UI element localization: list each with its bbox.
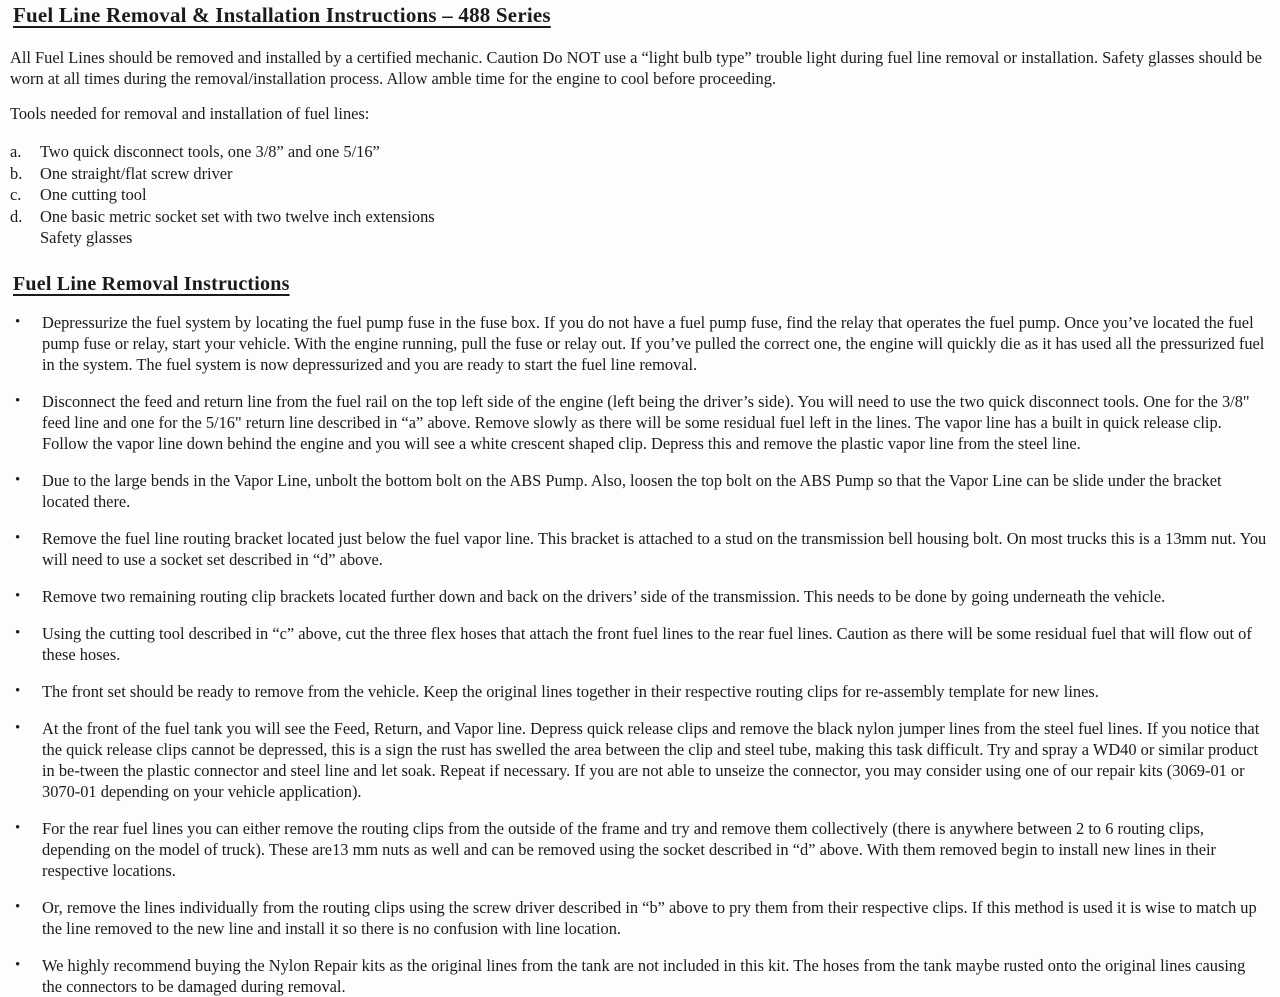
bullet-icon: •: [15, 819, 21, 836]
list-item-text: Due to the large bends in the Vapor Line, unbolt the bottom bolt on the ABS Pump. Also, loosen the top bolt on the ABS Pump so that the Vapor Line can be slide under the bracket located there.: [42, 470, 1222, 511]
list-item-text: Disconnect the feed and return line from the fuel rail on the top left side of the engine (left being the driver’s side). You will need to use the two quick disconnect tools. One for the 3/8" feed line and one for the 5/16" return line described in “a” above. Remove slowly as there will be some residual fuel left in the lines. The vapor line has a built in quick release clip. Follow the vapor line down behind the engine and you will see a white crescent shaped clip. Depress this and remove the plastic vapor line from the steel line.: [42, 391, 1250, 453]
list-item: [10, 206, 1267, 228]
list-marker: [10, 227, 40, 249]
list-item: [10, 528, 1267, 570]
list-item-text: Safety glasses: [40, 228, 133, 247]
list-item-text: One straight/flat screw driver: [40, 163, 233, 183]
bullet-icon: •: [15, 392, 21, 409]
list-marker: c.: [10, 185, 22, 204]
list-item-text: For the rear fuel lines you can either remove the routing clips from the outside of the frame and try and remove them collectively (there is anywhere between 2 to 6 routing clips, depending on the model of truck). These are13 mm nuts as well and can be removed using the socket described in “d” above. With them removed begin to install new lines in their respective locations.: [42, 818, 1216, 880]
list-item-text: The front set should be ready to remove from the vehicle. Keep the original lines together in their respective routing clips for re-assembly template for new lines.: [42, 681, 1099, 701]
list-marker: d.: [10, 206, 23, 226]
bullet-icon: •: [15, 898, 21, 915]
list-item-text: One cutting tool: [40, 185, 147, 204]
list-item: [10, 141, 1267, 163]
list-marker: b.: [10, 163, 23, 183]
bullet-icon: •: [15, 956, 21, 973]
list-item: [10, 897, 1267, 939]
list-item-text: Two quick disconnect tools, one 3/8” and one 5/16”: [40, 142, 380, 161]
list-item: [10, 718, 1267, 802]
bullet-icon: •: [15, 719, 21, 736]
tools-list: [10, 141, 1267, 249]
bullet-icon: •: [15, 313, 21, 330]
list-item-text: We highly recommend buying the Nylon Repair kits as the original lines from the tank are not included in this kit. The hoses from the tank maybe rusted onto the original lines causing the connectors to be damaged during removal.: [42, 955, 1246, 996]
instructions-list: [10, 312, 1267, 997]
bullet-icon: •: [15, 587, 21, 604]
list-item: [10, 312, 1267, 375]
bullet-icon: •: [15, 529, 21, 546]
list-item: [10, 681, 1267, 702]
list-item: [10, 227, 1267, 249]
list-item: [10, 470, 1267, 512]
list-item: [10, 391, 1267, 454]
page-title: Fuel Line Removal & Installation Instructions – 488 Series: [13, 3, 551, 27]
list-item-text: At the front of the fuel tank you will see the Feed, Return, and Vapor line. Depress quick release clips and remove the black nylon jumper lines from the steel fuel lines. If you notice that the quick release clips cannot be depressed, this is a sign the rust has swelled the area between the clip and steel tube, making this task difficult. Try and spray a WD40 or similar product in be-tween the plastic connector and steel line and let soak. Repeat if necessary. If you are not able to unseize the connector, you may consider using one of our repair kits (3069-01 or 3070-01 depending on your vehicle application).: [42, 718, 1260, 801]
list-item-text: Depressurize the fuel system by locating the fuel pump fuse in the fuse box. If you do not have a fuel pump fuse, find the relay that operates the fuel pump. Once you’ve located the fuel pump fuse or relay, start your vehicle. With the engine running, pull the fuse or relay out. If you’ve pulled the correct one, the engine will quickly die as it has used all the pressurized fuel in the system. The fuel system is now depressurized and you are ready to start the fuel line removal.: [42, 312, 1265, 374]
list-item: [10, 623, 1267, 665]
bullet-icon: •: [15, 471, 21, 488]
tools-heading: Tools needed for removal and installation of fuel lines:: [10, 104, 370, 123]
list-item: [10, 163, 1267, 185]
list-item: [10, 586, 1267, 607]
bullet-icon: •: [15, 682, 21, 699]
list-item-text: One basic metric socket set with two twelve inch extensions: [40, 206, 435, 226]
list-item: [10, 955, 1267, 997]
list-item-text: Using the cutting tool described in “c” above, cut the three flex hoses that attach the front fuel lines to the rear fuel lines. Caution as there will be some residual fuel that will flow out of these hoses.: [42, 623, 1252, 664]
bullet-icon: •: [15, 624, 21, 641]
list-item-text: Or, remove the lines individually from the routing clips using the screw driver described in “b” above to pry them from their respective clips. If this method is used it is wise to match up the line removed to the new line and install it so there is no confusion with line location.: [42, 897, 1257, 938]
intro-paragraph: All Fuel Lines should be removed and installed by a certified mechanic. Caution Do NOT use a “light bulb type” trouble light during fuel line removal or installation. Safety glasses should be worn at all times during the removal/installation process. Allow amble time for the engine to cool before proceeding.: [10, 48, 1262, 88]
list-item-text: Remove two remaining routing clip brackets located further down and back on the drivers’ side of the transmission. This needs to be done by going underneath the vehicle.: [42, 586, 1166, 606]
list-marker: a.: [10, 142, 22, 161]
section-heading: Fuel Line Removal Instructions: [13, 272, 290, 295]
list-item-text: Remove the fuel line routing bracket located just below the fuel vapor line. This bracket is attached to a stud on the transmission bell housing bolt. On most trucks this is a 13mm nut. You will need to use a socket set described in “d” above.: [42, 528, 1267, 569]
list-item: [10, 184, 1267, 206]
list-item: [10, 818, 1267, 881]
